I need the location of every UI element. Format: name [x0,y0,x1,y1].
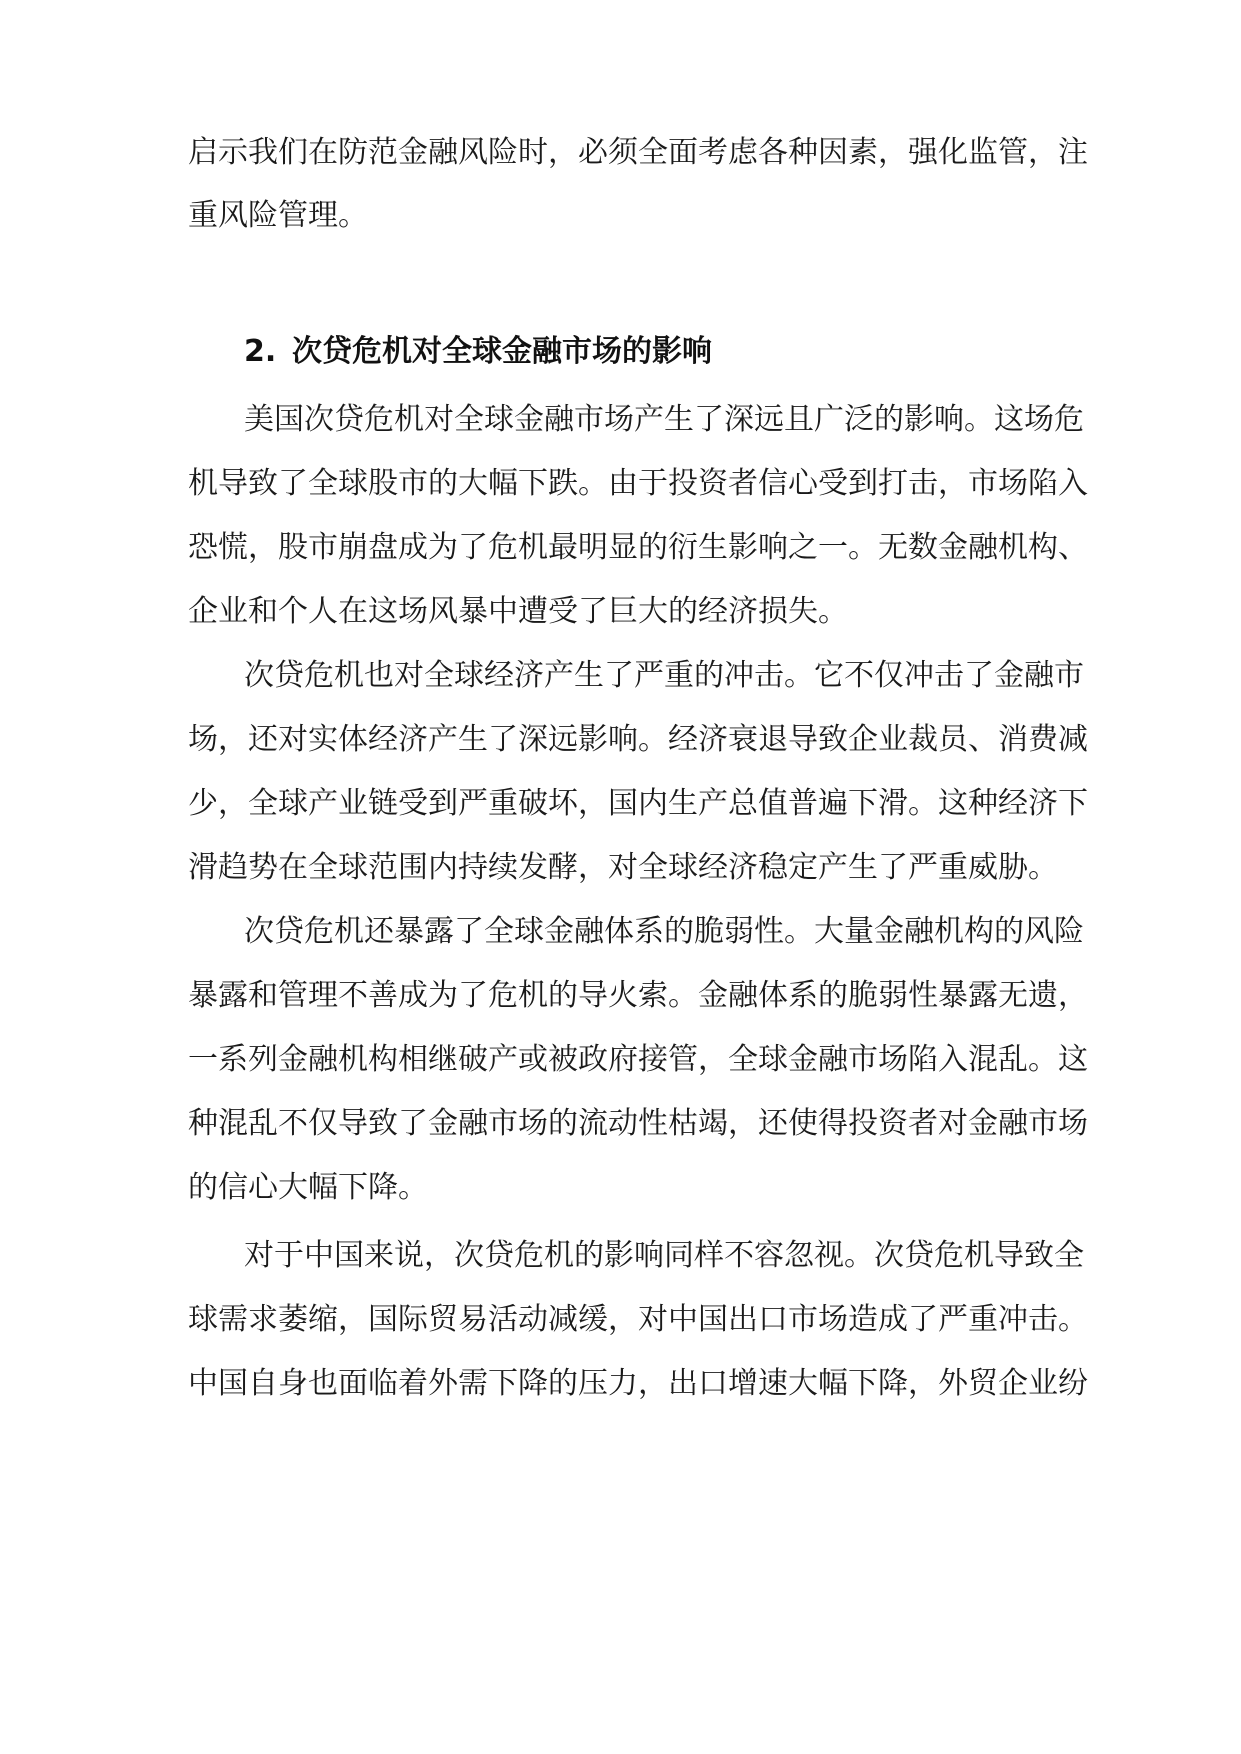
paragraph-line: 种混乱不仅导致了金融市场的流动性枯竭，还使得投资者对金融市场 [188,1106,1088,1141]
paragraph-line: 一系列金融机构相继破产或被政府接管，全球金融市场陷入混乱。这 [188,1042,1088,1077]
paragraph-line: 少，全球产业链受到严重破坏，国内生产总值普遍下滑。这种经济下 [188,786,1088,821]
paragraph-line: 的信心大幅下降。 [188,1170,428,1205]
paragraph-line: 暴露和管理不善成为了危机的导火索。金融体系的脆弱性暴露无遗， [188,978,1088,1013]
paragraph-line: 场，还对实体经济产生了深远影响。经济衰退导致企业裁员、消费减 [188,722,1088,757]
paragraph-line: 球需求萎缩，国际贸易活动减缓，对中国出口市场造成了严重冲击。 [188,1302,1088,1337]
section-heading-title: 次贷危机对全球金融市场的影响 [292,334,712,369]
paragraph-line: 中国自身也面临着外需下降的压力，出口增速大幅下降，外贸企业纷 [188,1366,1088,1401]
section-heading-number: 2. [244,334,277,369]
paragraph-line: 次贷危机也对全球经济产生了严重的冲击。它不仅冲击了金融市 [244,658,1084,693]
paragraph-line: 机导致了全球股市的大幅下跌。由于投资者信心受到打击，市场陷入 [188,466,1088,501]
paragraph-line: 滑趋势在全球范围内持续发酵，对全球经济稳定产生了严重威胁。 [188,850,1058,885]
section-heading [244,332,712,372]
paragraph-line: 次贷危机还暴露了全球金融体系的脆弱性。大量金融机构的风险 [244,914,1084,949]
intro-paragraph-line: 重风险管理。 [188,198,368,233]
intro-paragraph-line: 启示我们在防范金融风险时，必须全面考虑各种因素，强化监管，注 [188,135,1088,170]
paragraph-line: 美国次贷危机对全球金融市场产生了深远且广泛的影响。这场危 [244,402,1084,437]
paragraph-line: 对于中国来说，次贷危机的影响同样不容忽视。次贷危机导致全 [244,1238,1084,1273]
paragraph-line: 企业和个人在这场风暴中遭受了巨大的经济损失。 [188,594,848,629]
paragraph-line: 恐慌，股市崩盘成为了危机最明显的衍生影响之一。无数金融机构、 [188,530,1088,565]
